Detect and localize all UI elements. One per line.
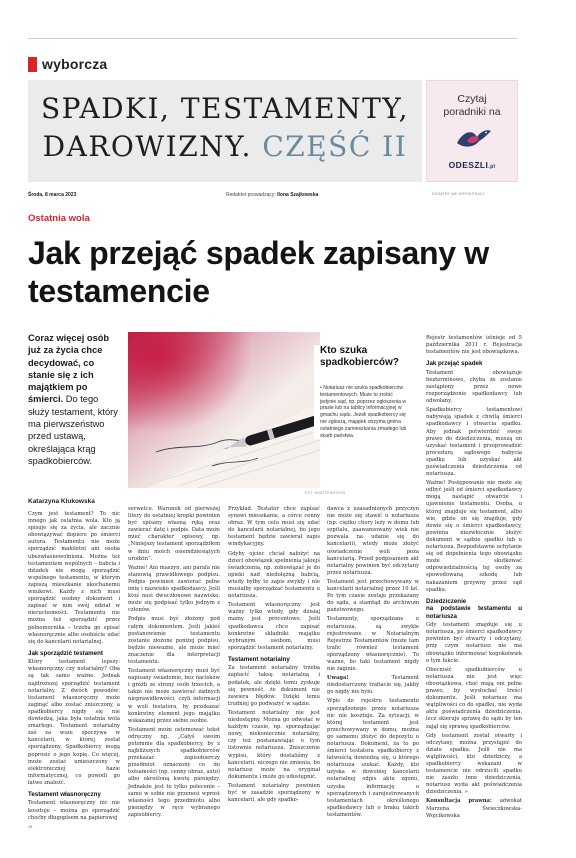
editor-credit: [226, 192, 318, 198]
editor-label: Redaktor prowadzący:: [226, 192, 276, 198]
paragraph: Testament może ostemować tekst odręczny np. „Całyś swoim potomnie dla spadkobiercy, by z najbliższych spadkobierców przekazać zapisobierczy przedmiot oznaczony co do tożsamości (np. cenny obraz, auto) albo określoną kwotę pieniędzy. Jednakże jest to tylko polecenie – samo w sobie nie przenosi wprost własności tego przedmiotu albo pieniędzy w ręce wybranego zapisobiercy.: [128, 726, 220, 818]
paragraph: Rejestr testamentów istnieje od 5 października 2011 r. Rejestracja testamentów nie jest obowiązkowa.: [426, 335, 522, 356]
banner-part-label: CZĘŚĆ II: [262, 130, 408, 163]
dove-icon: [453, 125, 493, 153]
paragraph: Ważne! Postępowanie nie może się odbyć jeśli od śmierci spadkodawcy mogą nastąpić otwarcie i ujawnienie testamentu. Osoba, u której znajduje się testament, albo wie, gdzie on się znajduje, gdy dowie się o śmierci spadkodawcy, powinna niezwłocznie złożyć dokument w sądzie spadku lub u notariusza. Bezpodstawne uchylanie się od dopełnienia tego obowiązku może skutkować odpowiedzialnością tej osoby za spowodowaną szkodę lub nakazaniem grzywny przez sąd spadku.: [426, 480, 522, 593]
consultation-name: adwokat Marzena Świeczkowska-Wojcikowska: [426, 798, 522, 819]
sidebar-title: Kto szuka spadkobierców?: [320, 345, 399, 368]
paragraph: serwetce. Warunek od pierwszej litery do ostatniej kropki powinien być spisany własną ręką oraz zawierać datę i podpis. Data może mieć charakter opisowy, np. „Niniejszy testament sporządziłem w dniu moich osiemdziesiątych urodzin”.: [128, 506, 220, 562]
subheading-line2: na podstawie testamentu u notariusza: [426, 605, 522, 620]
article-column-2: [128, 506, 220, 821]
paragraph: Spadkobiercy testamentowi nabywają spadek z chwilą śmierci spadkodawcy i otwarcia spadku. Aby jednak potwierdzić swoje prawo do dziedziczenia, muszą on uzyskać testament i przeprowadzić procedurę sądowego nabycia spadku lub uzyskać akt poświadczenia dziedziczenia od notariusza.: [426, 407, 522, 478]
paragraph: dawca z uzasadnionych przyczyn nie może się stawić u notariusza (np. ciężko chory leży w domu lub szpitalu, zaawansowany wiek nie pozwala na udanie się do kancelarii), wtedy może złożyć oświadczenie woli poza kancelarią. Przed podpisaniem akt notarialny powinien być odczytany przez notariusza.: [327, 506, 419, 576]
masthead[interactable]: [28, 56, 107, 72]
paragraph: Testament jest przechowywany w kancelarii notarialnej przez 10 lat. Po tym czasie zostaje przekazany do sądu, a stamtąd do archiwum państwowego.: [327, 578, 419, 614]
article-column-4: [327, 506, 419, 821]
subheading: Jak sporządzić testament: [28, 649, 103, 657]
fountain-pen-photo: [128, 332, 320, 488]
paragraph: Testamenty, sporządzane u notariusza, są zwykle rejestrowane w Notarialnym Rejestrze Testamentów (może tam trafić również testament sporządzony własnoręcznie). To ważne, bo taki testament nigdy nie zaginie.: [327, 616, 419, 673]
subheading: Testament własnoręczny: [28, 790, 101, 798]
paragraph: Testament własnoręczny jest ważny tylko wtedy, gdy dzisiaj mamy jest procentowo. Jeśli spadkodawca chce zapisać konkretne składniki majątku wybranym osobom, musi sporządzić testament notarialny.: [228, 602, 320, 651]
issue-date: Środa, 8 marca 2023: [28, 192, 77, 198]
lead-rest: Do tego służy testament, który ma pierwszeństwo przed ustawą, określająca krąg spadkobierców.: [28, 394, 118, 466]
subheading: Jak przejąć spadek: [426, 360, 483, 368]
lead-bold: Coraz więcej osób już za życia chce decydować, co stanie się z ich majątkiem po śmierci.: [28, 333, 110, 405]
paragraph: Obecność spadkobierców u notariusza nie jest więc obowiązkowa, choć mają oni pełne prawo, by wysłuchać treści dokumentu. Jeśli notariusz ma wątpliwości co do spadku, nie wyda aktu poświadczenia dziedziczenia, lecz skieruje sprawę do sądu by ten zajął się sprawą spadkobierców.: [426, 666, 522, 730]
banner-title-line2: [28, 130, 422, 163]
sidebar-box: [314, 345, 416, 439]
paragraph: Gdyby ojciec chciał nałożyć na dzieci obowiązek spełnienia jakiejś świadczenia, np. zobowiązać je do opieki nad niedołężną babcią, wtedy byłby to zapis zwykły i nie musiałby sporządzać testamentu u notariusza.: [228, 550, 320, 600]
warning-label: Uwaga!: [327, 675, 349, 682]
paragraph: Ważne! Ani maszyn, ani parafa nie stanowią prawidłowego podpisu. Podpis powinien zawierać pełne imię i nazwisko spadkodawcy. Jeśli ktoś nosi dwuczłonowe nazwisko, może się podpisać tylko jednym z członów.: [128, 564, 220, 614]
promo-text: [433, 93, 511, 118]
promo-brand-suffix: .pl: [488, 164, 496, 170]
paragraph: Testament własnoręczny nic nie kosztuje – można go sporządzić choćby długopisem na papierowej: [28, 800, 120, 821]
article-column-3: [228, 506, 320, 806]
paragraph: [327, 675, 419, 696]
paragraph: Za testament notarialny trzeba zapłacić taksę notarialną i podatek, ale dzięki temu zyskuje się pewność, że dokument nie zawiera błędów. Dzięki temu trudniej go podważyć w sądzie.: [228, 665, 320, 707]
consultation-credit: [426, 798, 522, 819]
article-author: Katarzyna Klukowska: [28, 498, 95, 505]
warning-text: Testament niedostarczony trafiacie się, jakby go nigdy nie było.: [327, 675, 419, 696]
promo-text-line2: poradniki na: [443, 105, 501, 118]
photo-credit: FOT. SHUTTERSTOCK: [305, 491, 346, 495]
promo-ad[interactable]: [426, 80, 518, 182]
paragraph: Gdy testament znajduje się u notariusza, po śmierci spadkodawcy powinien być otwarty i odczytany, przy czym notariusz nie ma obowiązku informować kogokolwiek o tym fakcie.: [426, 622, 522, 664]
paragraph: Wpis do rejestru testamentu sporządzonego przez notariusza nic nie kosztuje. Za sytuacji, w której testament jest przechowywany w domu, można go samemu złożyć do depozytu u notariusza. Dokument, za to po śmierci testatora spadkobiercy z łatwością dowiedzą się, u którego notariusza szukać. Każdy, kto uzyska w dowolnej kancelarii notarialnej odpis aktu zgonu, uzyska informację o sporządzonych i zarejestrowanych testamentach określonego spadkodawcy lub o braku takich testamentów.: [327, 698, 419, 818]
paragraph: Testament notarialny powinien być w zasadzie sporządzony w kancelarii, ale gdy spadko-: [228, 782, 320, 804]
top-rule: [28, 38, 518, 39]
page-number: 2B: [28, 825, 33, 829]
consultation-label: Konsultacja prawna:: [426, 798, 492, 805]
banner-title-main: DAROWIZNY.: [42, 130, 252, 163]
sidebar-text: • Notariusz nie szuka spadkobierców testamentowych. Może to zrobić jedynie sąd, np. poprzez ogłoszenia w prasie lub na tablicy informacyjnej w gmachu sądu. Jeżeli spadkobiercy się nie zgłoszą, majątek otrzyma gmina ostatniego zamieszkania zmarłego lub skarb państwa.: [320, 385, 407, 439]
article-photo: [128, 332, 320, 488]
paragraph: Testament własnoręczny musi być napisany świadomie, bez nacisków i gróźb ze strony osób trzecich, a także nie może zawierać żadnych nieprawidłowości, czyli informacji w woli testatora, by przekazać konkretny element jego majątku wskazanej przez siebie osobie.: [128, 668, 220, 724]
article-lead: [28, 332, 120, 467]
supplement-note: DODATEK WE WSPÓŁPRACY: [432, 192, 486, 196]
promo-text-line1: Czytaj: [457, 93, 487, 105]
promo-brand: [427, 160, 517, 170]
brand-logo-icon: [28, 57, 37, 72]
promo-brand-name: ODESZLI: [448, 160, 489, 170]
paragraph: Gdy testament został otwarty i odczytany, można przystąpić do działu spadku. Jeśli nie ma wątpliwości, kto dziedziczy, a spadkobiercy wskazani w testamencie nie odrzucili spadku nie zaszło inne dziedziczenia, notariusz wyda akt poświadczenia dziedziczenia. »: [426, 732, 522, 796]
paragraph: Przykład. Testator chce zapisać synowi mieszkanie, a córce cenny obraz. W tym celu musi się udać do kancelarii notarialnej, bo jego testament będzie zawierał zapis windykacyjny.: [228, 506, 320, 548]
paragraph: Testament obowiązuje bezterminowo, chyba że zostanie zastąpiony przez nowe rozporządzenie spadkodawcy lub odwołany.: [426, 369, 522, 405]
subheading: Testament notarialny: [228, 655, 290, 663]
article-kicker: Ostatnia wola: [28, 213, 90, 224]
subheading: [426, 598, 522, 621]
paragraph: Który testament lepszy: własnoręczny czy notarialny? Oba są tak samo ważne. Jednak najdroższej sporządzić testament notarialny. Z dwóch powodów: testament własnoręczny może zaginąć albo zostać zniszczony, a spadkobiercy nigdy się nie dowiedzą, jaka była ostatnia wola zmarłego. Testament notarialny zaś za wsze spoczywa w kancelarii, w której został sporządzony. Spadkobiercy mogą poprosić o jego kopię. Co więcej, może zostać umieszczony w elektronicznej bazie informatycznej, co powodi go łatwo znaleźć.: [28, 659, 120, 786]
article-column-5: [426, 335, 522, 822]
article-column-1: [28, 511, 120, 824]
paragraph: Podpis musi być złożony pod całym dokumentem. Jeśli jakieś postanowienie testamentu zostanie złożone poniżej podpisu, będzie nieważne, ale może mieć znaczenie dla interpretacji testamentu.: [128, 616, 220, 665]
editor-name: Ilona Szajkowska: [277, 192, 319, 198]
section-banner: [28, 80, 422, 182]
subheading-line1: Dziedziczenie: [426, 597, 467, 605]
brand-name: wyborcza: [42, 56, 108, 72]
paragraph: Czym jest testament? To nic innego jak ostatnia wola. Kto ją spisuje się za życia, ale zacznie obowiązywać dopiero po śmierci autora. Testamentu nie może sporządzić małoletni ani osoba ubezwłasnowolniona. Można też testamentem wspólnych – babcia i dziadek nie mogą sporządzić wspólnego testamentu, w którym zapiszą mieszkanie ukochanemu wnukowi. Każdy z nich musi sporządzić osobny dokument i zapisać w nim swój udział w nieruchomości. Testamentu nie można też sporządzić przez pełnomocnika – trzeba go spisać własnoręcznie albo osobiście udać się do kancelarii notarialnej.: [28, 511, 120, 645]
article-headline: Jak przejąć spadek zapisany w testamencie: [28, 235, 489, 309]
paragraph: Testament notarialny nie jest niedostępny. Można go odwołać w każdym czasie, np. sporządzając nowy, niekoniecznie notarialny, czy też postanawiając o tym listownie notariusza. Zniszczenie wypisu, który dostaliśmy z kancelarii, niczego nie zmienia, bo notariusz może na oryginał dokumentu i może go udostępnić.: [228, 709, 320, 780]
banner-title-line1: SPADKI, TESTAMENTY,: [40, 92, 410, 125]
